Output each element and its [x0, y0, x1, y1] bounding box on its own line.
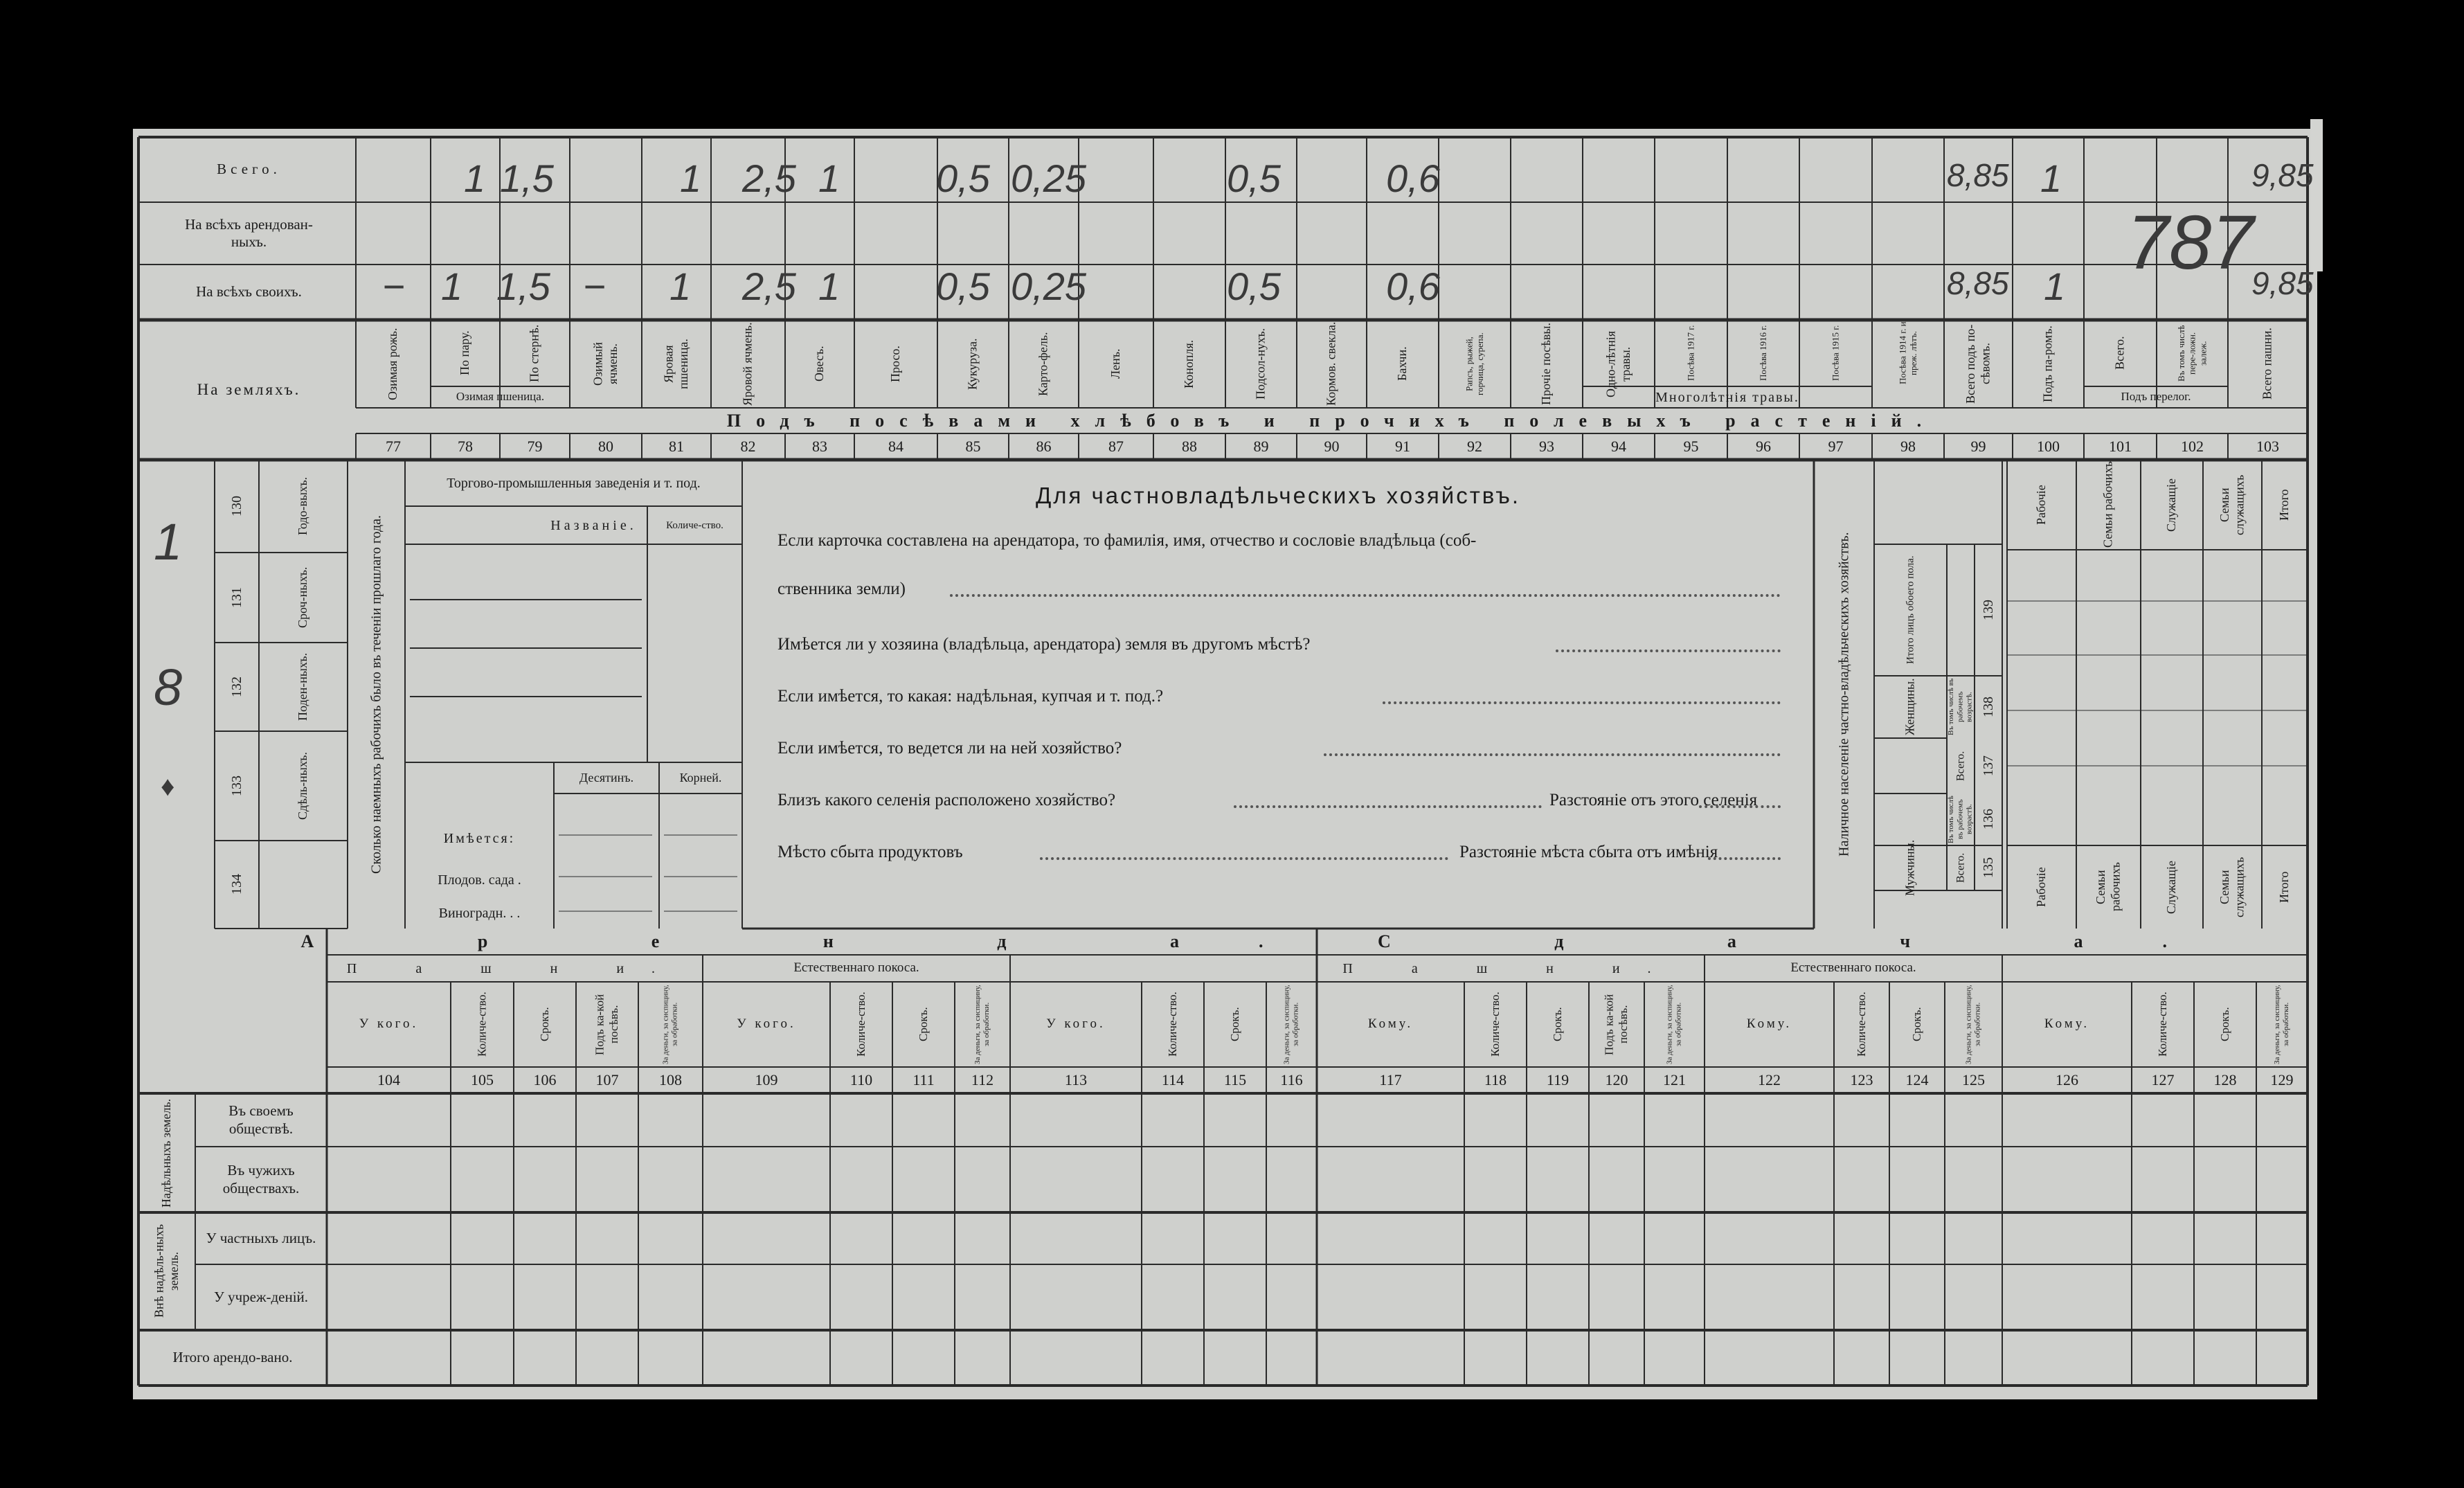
census-card: [133, 129, 2317, 1399]
column-number-99: 99: [1970, 437, 1986, 455]
right-header-top-3: Семьи служащихъ: [2217, 474, 2247, 535]
column-header-83: Овесъ.: [812, 346, 827, 382]
dotted-fill-line: [1324, 753, 1781, 756]
arenda-header-109: У кого.: [737, 1016, 796, 1032]
question-6: Мѣсто сбыта продуктовъ: [777, 843, 963, 861]
group-label-perennial: Многолѣтнія травы.: [1655, 389, 1799, 405]
pop-men-header: Мужчины.: [1903, 839, 1917, 897]
arenda-number-106: 106: [533, 1070, 557, 1088]
sdacha-header-118: Количе-ство.: [1488, 992, 1502, 1057]
sdacha-header-124: Срокъ.: [1909, 1007, 1923, 1042]
handwritten-own-11: 8,85: [1947, 265, 2009, 301]
column-number-85: 85: [965, 437, 981, 455]
column-header-97: Посѣва 1915 г.: [1830, 325, 1841, 382]
question-2: Имѣется ли у хозяина (владѣльца, арендатора) земля въ другомъ мѣстѣ?: [777, 635, 1311, 654]
column-number-90: 90: [1324, 437, 1340, 455]
arenda-header-110: Количе-ство.: [854, 992, 867, 1057]
pop-total-women: Всего.: [1954, 751, 1967, 781]
column-number-96: 96: [1756, 437, 1771, 455]
column-header-96: Посѣва 1916 г.: [1758, 325, 1769, 382]
arenda-pashni: П а ш н и.: [346, 960, 683, 976]
age-number-130: 130: [229, 496, 244, 517]
sdacha-number-125: 125: [1962, 1070, 1985, 1088]
arenda-header-114: Количе-ство.: [1165, 992, 1179, 1057]
question-1b: ственника земли): [777, 580, 906, 598]
dotted-fill-line: [950, 594, 1781, 597]
handwritten-total-8: 0,6: [1386, 156, 1440, 200]
column-number-78: 78: [458, 437, 473, 455]
column-number-87: 87: [1108, 437, 1124, 455]
column-header-94: Одно-лѣтнія травы.: [1603, 330, 1633, 397]
row-label-rented: На всѣхъ арендован- ныхъ.: [185, 215, 313, 250]
handwritten-own-12: 1: [2044, 265, 2066, 308]
handwritten-total-0: 1: [464, 156, 486, 200]
workers-vertical-label: Сколько наемныхъ рабочихъ было въ теченіи прошлаго года.: [368, 514, 384, 874]
pop-total-men: Всего.: [1954, 852, 1967, 884]
population-vertical-label: Наличное населеніе частно-владѣльческихъ хозяйствъ.: [1836, 532, 1852, 857]
column-number-91: 91: [1395, 437, 1410, 455]
sdacha-number-128: 128: [2213, 1070, 2237, 1088]
age-label-134: [259, 841, 348, 929]
age-label-132: Поден-ныхъ.: [296, 652, 310, 721]
column-number-79: 79: [527, 437, 543, 455]
sdacha-header-121: За деньги, за сиспицину, за обработки.: [1665, 985, 1683, 1064]
sdacha-pashni: П а ш н и.: [1342, 960, 1679, 976]
handwritten-total-2: 1: [680, 156, 702, 200]
age-label-133: Сдѣль-ныхъ.: [296, 752, 310, 820]
dotted-fill-line: [1383, 701, 1781, 704]
column-number-94: 94: [1611, 437, 1626, 455]
right-header-top-4: Итого: [2277, 489, 2292, 521]
arenda-number-114: 114: [1161, 1070, 1185, 1088]
trade-title: Торгово-промышленныя заведенія и т. под.: [447, 475, 701, 491]
handwritten-left-1: 1: [154, 513, 183, 571]
sdacha-number-123: 123: [1850, 1070, 1873, 1088]
handwritten-own-7: 0,5: [936, 265, 990, 308]
column-header-93: Прочіе посѣвы.: [1539, 323, 1554, 406]
column-number-93: 93: [1539, 437, 1554, 455]
column-number-97: 97: [1828, 437, 1844, 455]
age-number-132: 132: [229, 676, 244, 697]
arenda-number-109: 109: [755, 1070, 778, 1088]
pop-working-women: Въ томъ числѣ въ рабочемъ возрастѣ.: [1947, 678, 1974, 736]
question-6b: Разстояніе мѣста сбыта отъ имѣнія: [1459, 843, 1718, 861]
question-3: Если имѣется, то какая: надѣльная, купчая и т. под.?: [777, 687, 1164, 706]
arenda-number-113: 113: [1064, 1070, 1088, 1088]
handwritten-total-9: 8,85: [1947, 157, 2009, 193]
handwritten-total-5: 0,5: [936, 156, 990, 200]
arenda-number-105: 105: [471, 1070, 494, 1088]
column-number-81: 81: [669, 437, 684, 455]
row-label-0: Въ своемъ обществѣ.: [228, 1102, 294, 1137]
column-number-103: 103: [2256, 437, 2279, 455]
age-number-134: 134: [229, 874, 244, 895]
pop-number-137: 137: [1981, 755, 1996, 776]
has-label: Имѣется:: [443, 831, 516, 846]
row-label-own: На всѣхъ своихъ.: [196, 283, 302, 301]
private-title: Для частновладѣльческихъ хозяйствъ.: [1035, 483, 1521, 509]
dotted-fill-line: [1234, 805, 1542, 808]
column-number-89: 89: [1253, 437, 1269, 455]
column-header-77: Озимая рожь.: [386, 328, 400, 400]
arenda-header-113: У кого.: [1046, 1016, 1106, 1032]
sdacha-header-129: За деньги, за сиспицину, за обработки.: [2272, 985, 2290, 1064]
column-header-80: Озимый ячмень.: [591, 342, 620, 386]
handwritten-total-4: 1: [818, 156, 840, 200]
handwritten-large-number: 787: [2127, 200, 2254, 285]
handwritten-own-10: 0,6: [1386, 265, 1440, 308]
column-number-86: 86: [1036, 437, 1052, 455]
question-5: Близъ какого селенія расположено хозяйство?: [777, 791, 1116, 809]
arenda-title: А р е н д а.: [300, 931, 1343, 952]
column-number-84: 84: [888, 437, 903, 455]
sdacha-number-124: 124: [1905, 1070, 1929, 1088]
arenda-header-111: Срокъ.: [916, 1007, 930, 1042]
group-allotment: Надѣльныхъ земель.: [159, 1098, 174, 1208]
handwritten-own-5: 2,5: [742, 265, 796, 308]
sdacha-number-127: 127: [2151, 1070, 2175, 1088]
arenda-number-112: 112: [971, 1070, 994, 1088]
has-roots-header: Корней.: [679, 770, 722, 785]
sowing-band-title: Подъ посѣвами хлѣбовъ и прочихъ полевыхъ растеній.: [726, 410, 1937, 431]
handwritten-own-8: 0,25: [1011, 265, 1086, 308]
column-header-85: Кукуруза.: [965, 338, 980, 390]
row-label-total: Всего.: [217, 161, 281, 178]
group-label-fallow: Подъ перелог.: [2121, 390, 2191, 404]
sdacha-header-126: Кому.: [2044, 1016, 2090, 1032]
column-header-84: Просо.: [888, 346, 903, 382]
dotted-fill-line: [1708, 857, 1781, 860]
right-header-bottom-2: Служащіе: [2164, 860, 2179, 914]
column-header-99: Всего подъ по-сѣвомъ.: [1963, 324, 1993, 404]
arenda-number-107: 107: [595, 1070, 619, 1088]
pop-women-header: Женщины.: [1903, 678, 1917, 736]
right-header-top-0: Рабочіе: [2034, 485, 2049, 525]
column-header-81: Яровая пшеница.: [661, 339, 690, 389]
column-header-86: Карто-фель.: [1036, 332, 1050, 396]
age-number-133: 133: [229, 776, 244, 796]
column-header-89: Подсол-нухъ.: [1253, 328, 1268, 400]
handwritten-own-9: 0,5: [1227, 265, 1281, 308]
column-number-83: 83: [812, 437, 827, 455]
handwritten-total-6: 0,25: [1011, 156, 1086, 200]
column-header-87: Ленъ.: [1108, 348, 1123, 379]
arenda-number-110: 110: [849, 1070, 873, 1088]
question-5b: Разстояніе отъ этого селенія: [1549, 791, 1758, 809]
sdacha-header-122: Кому.: [1746, 1016, 1792, 1032]
right-header-bottom-4: Итого: [2277, 871, 2292, 903]
arenda-header-107: Подъ ка-кой посѣвъ.: [593, 994, 620, 1055]
age-label-130: Годо-выхъ.: [296, 476, 310, 536]
column-number-92: 92: [1467, 437, 1482, 455]
handwritten-own-1: 1: [441, 265, 463, 308]
column-header-88: Конопля.: [1182, 339, 1196, 388]
sdacha-number-126: 126: [2056, 1070, 2078, 1088]
pop-working-men: Въ томъ числѣ въ рабочемъ возрастѣ.: [1947, 796, 1974, 843]
column-number-82: 82: [740, 437, 756, 455]
pop-number-136: 136: [1981, 809, 1996, 830]
handwritten-total-3: 2,5: [742, 156, 796, 200]
right-header-top-2: Служащіе: [2164, 478, 2179, 532]
column-number-80: 80: [598, 437, 613, 455]
column-header-101: Всего.: [2112, 336, 2127, 370]
sdacha-header-128: Срокъ.: [2218, 1007, 2231, 1042]
trade-qty-header: Количе-ство.: [666, 519, 723, 531]
arenda-header-115: Срокъ.: [1227, 1007, 1241, 1042]
dotted-fill-line: [1040, 857, 1448, 860]
sdacha-number-121: 121: [1663, 1070, 1686, 1088]
age-label-131: Сроч-ныхъ.: [296, 566, 310, 629]
sdacha-pokos: Естественнаго покоса.: [1790, 960, 1916, 976]
row-label-on-lands: На земляхъ.: [197, 381, 301, 399]
handwritten-total-11: 9,85: [2251, 157, 2314, 193]
trade-name-header: Названіе.: [550, 517, 637, 533]
column-header-102: Въ томъ числѣ пере-ложн. залеж.: [2176, 325, 2209, 382]
column-number-95: 95: [1683, 437, 1699, 455]
sdacha-number-129: 129: [2270, 1070, 2294, 1088]
arenda-header-105: Количе-ство.: [475, 992, 489, 1057]
handwritten-total-10: 1: [2040, 156, 2062, 200]
handwritten-total-7: 0,5: [1227, 156, 1281, 200]
column-header-95: Посѣва 1917 г.: [1685, 325, 1696, 382]
handwritten-own-0: −: [382, 265, 405, 308]
right-header-bottom-3: Семьи служащихъ: [2217, 857, 2247, 917]
column-number-100: 100: [2037, 437, 2060, 455]
column-header-98: Посѣва 1914 г. и преж. лѣтъ.: [1897, 321, 1918, 385]
pop-number-138: 138: [1981, 697, 1996, 717]
column-header-91: Бахчи.: [1395, 346, 1410, 382]
arenda-header-116: За деньги, за сиспицину, за обработки.: [1282, 985, 1300, 1064]
right-header-top-1: Семьи рабочихъ: [2101, 461, 2115, 548]
dotted-fill-line: [1556, 649, 1781, 652]
column-header-103: Всего пашни.: [2260, 328, 2274, 400]
row-label-2: У частныхъ лицъ.: [206, 1229, 316, 1246]
sdacha-header-123: Количе-ство.: [1854, 992, 1868, 1057]
arenda-header-104: У кого.: [359, 1016, 419, 1032]
arenda-number-104: 104: [377, 1070, 400, 1088]
handwritten-own-2: 1,5: [496, 265, 550, 308]
group-label-wheat: Озимая пшеница.: [456, 390, 545, 404]
arenda-number-116: 116: [1280, 1070, 1303, 1088]
handwritten-own-6: 1: [818, 265, 840, 308]
has-desyatin-header: Десятинъ.: [579, 770, 634, 785]
right-header-bottom-0: Рабочіе: [2034, 867, 2049, 907]
sdacha-header-125: За деньги, за сиспицину, за обработки.: [1964, 985, 1982, 1064]
sdacha-header-120: Подъ ка-кой посѣвъ.: [1602, 994, 1630, 1055]
dotted-fill-line: [1699, 805, 1781, 808]
sdacha-number-119: 119: [1546, 1070, 1570, 1088]
pop-both-header: Итого лицъ обоего пола.: [1905, 555, 1916, 665]
sdacha-header-119: Срокъ.: [1550, 1007, 1564, 1042]
sdacha-title: С д а ч а.: [1377, 931, 2247, 952]
age-number-131: 131: [229, 587, 244, 608]
arenda-number-108: 108: [659, 1070, 682, 1088]
row-label-1: Въ чужихъ обществахъ.: [222, 1162, 300, 1196]
group-non-allotment: Внѣ надѣль-ныхъ земель.: [152, 1224, 181, 1318]
arenda-pokos: Естественнаго покоса.: [793, 960, 919, 976]
row-label-3: У учреж-деній.: [213, 1288, 309, 1305]
column-number-102: 102: [2181, 437, 2204, 455]
column-number-77: 77: [386, 437, 401, 455]
sdacha-header-127: Количе-ство.: [2155, 992, 2169, 1057]
column-header-78: По пару.: [458, 330, 472, 376]
row-label-4: Итого арендо-вано.: [172, 1349, 293, 1366]
handwritten-total-1: 1,5: [500, 156, 554, 200]
handwritten-left-3: ♦: [161, 771, 175, 802]
column-header-92: Рапсъ, рыжей, горчица, сурепа.: [1464, 332, 1485, 395]
column-header-79: По стернѣ.: [527, 324, 541, 382]
vineyards-label: Виноградн. . .: [438, 905, 521, 921]
column-number-88: 88: [1182, 437, 1197, 455]
sdacha-number-117: 117: [1379, 1070, 1402, 1088]
column-header-82: Яровой ячмень.: [740, 322, 755, 406]
column-number-98: 98: [1900, 437, 1916, 455]
sdacha-number-122: 122: [1758, 1070, 1781, 1088]
handwritten-left-2: 8: [154, 658, 183, 716]
arenda-number-115: 115: [1223, 1070, 1247, 1088]
handwritten-own-4: 1: [669, 265, 692, 308]
column-header-90: Кормов. свекла.: [1324, 321, 1338, 406]
orchards-label: Плодов. сада .: [438, 872, 521, 888]
arenda-header-112: За деньги, за сиспицину, за обработки.: [973, 985, 991, 1064]
arenda-header-106: Срокъ.: [537, 1007, 551, 1042]
pop-number-139: 139: [1981, 600, 1996, 620]
sdacha-number-120: 120: [1605, 1070, 1628, 1088]
sdacha-number-118: 118: [1484, 1070, 1507, 1088]
arenda-header-108: За деньги, за сиспицину, за обработки.: [661, 985, 679, 1064]
column-header-100: Подъ па-ромъ.: [2040, 325, 2055, 402]
column-number-101: 101: [2109, 437, 2132, 455]
arenda-number-111: 111: [912, 1070, 935, 1088]
handwritten-own-13: 9,85: [2251, 265, 2314, 301]
handwritten-own-3: −: [583, 265, 606, 308]
sdacha-header-117: Кому.: [1367, 1016, 1414, 1032]
right-header-bottom-1: Семьи рабочихъ: [2093, 862, 2123, 912]
question-1: Если карточка составлена на арендатора, то фамилія, имя, отчество и сословіе владѣльца (соб-: [777, 531, 1477, 550]
pop-number-135: 135: [1981, 857, 1996, 879]
question-4: Если имѣется, то ведется ли на ней хозяйство?: [777, 739, 1122, 758]
